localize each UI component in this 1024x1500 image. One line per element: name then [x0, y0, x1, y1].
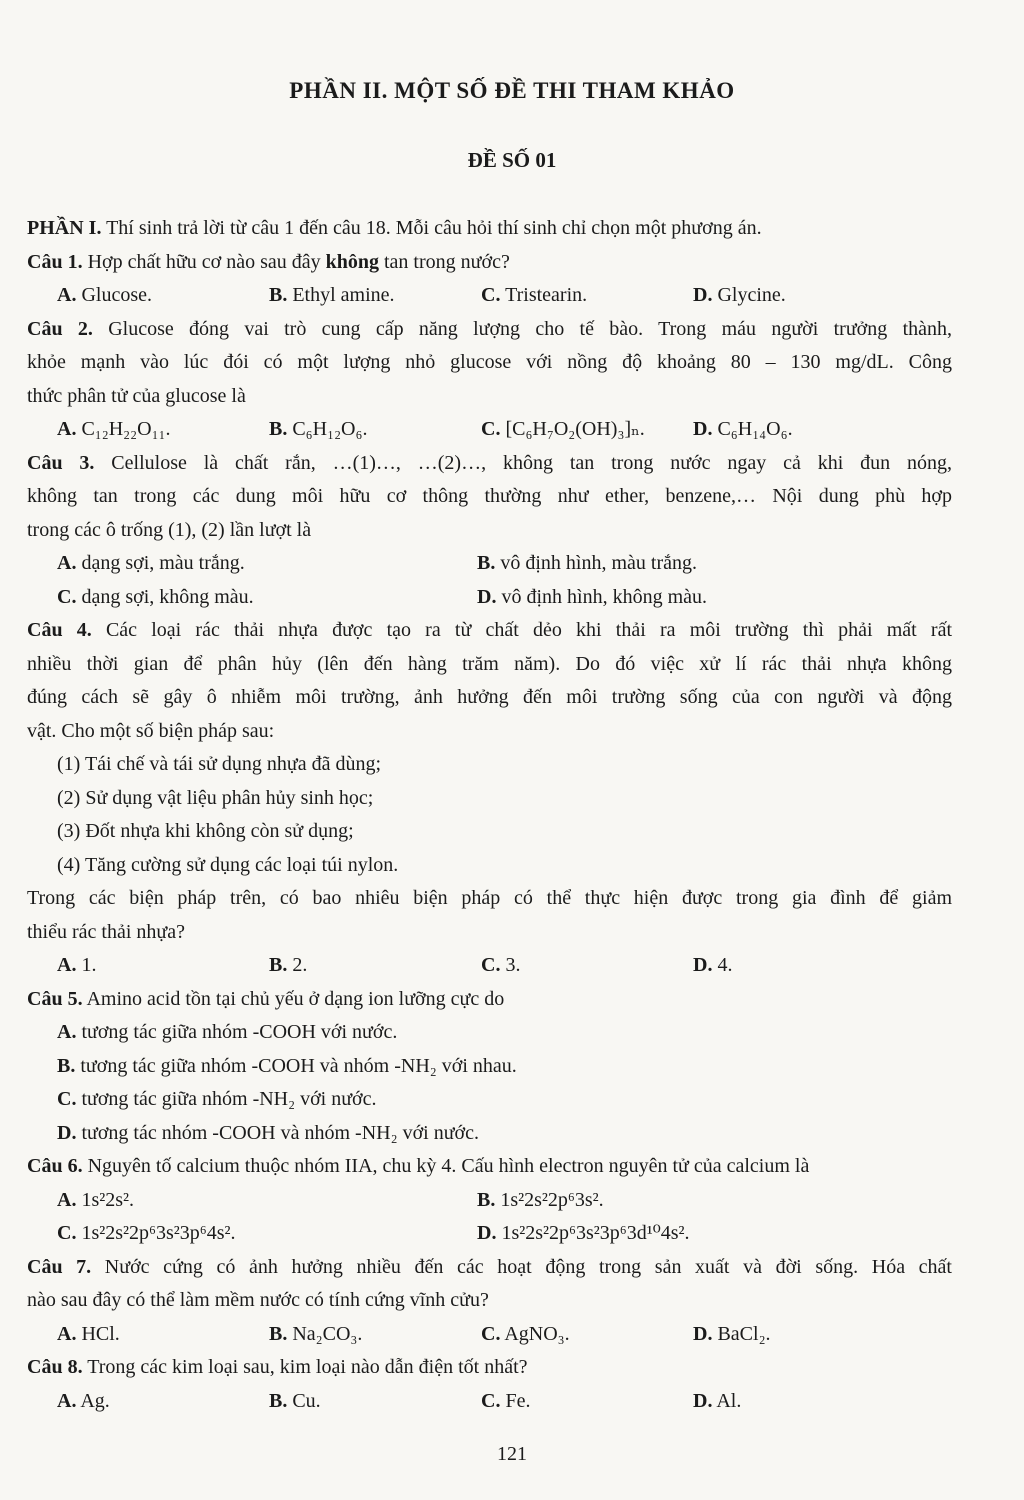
- option-text: Tristearin.: [500, 284, 588, 306]
- q6-options-row1: [27, 1184, 952, 1218]
- q2-option-b: [269, 413, 481, 447]
- intro-label: PHẦN I.: [27, 217, 102, 239]
- q4-option-b: [269, 949, 481, 983]
- option-letter: C.: [481, 418, 501, 440]
- q7-line2: nào sau đây có thể làm mềm nước có tính cứng vĩnh cửu?: [27, 1289, 489, 1311]
- q7-option-a: [57, 1318, 269, 1352]
- option-letter: C.: [481, 284, 501, 306]
- option-letter: B.: [269, 418, 288, 440]
- option-text: C₆H₁₄O₆.: [712, 418, 793, 440]
- q8-option-b: [269, 1385, 481, 1419]
- q4-item-2: (2) Sử dụng vật liệu phân hủy sinh học;: [57, 786, 374, 809]
- q1-option-a: [57, 279, 269, 313]
- option-letter: B.: [269, 1322, 288, 1345]
- q6-options-row2: [27, 1217, 952, 1251]
- option-letter: A.: [57, 954, 77, 976]
- q3-options-row2: [27, 581, 952, 615]
- q8-option-d: [693, 1385, 741, 1419]
- option-text: Glycine.: [712, 284, 786, 306]
- option-letter: D.: [693, 418, 713, 440]
- q5-option-d: [27, 1117, 952, 1151]
- q4-option-d: [693, 949, 732, 983]
- q5-text: Amino acid tồn tại chủ yếu ở dạng ion lưỡng cực do: [82, 987, 505, 1010]
- option-text: Na₂CO₃.: [287, 1322, 363, 1345]
- option-text: tương tác giữa nhóm -COOH với nước.: [76, 1021, 398, 1043]
- option-text: 1s²2s²2p⁶3s²3p⁶3d¹⁰4s².: [496, 1222, 690, 1244]
- option-letter: B.: [477, 552, 496, 574]
- q1-text-bold: không: [325, 250, 379, 273]
- option-letter: D.: [477, 585, 497, 608]
- q5-label: Câu 5.: [27, 987, 83, 1010]
- q4-item-1: (1) Tái chế và tái sử dụng nhựa đã dùng;: [57, 753, 382, 775]
- option-letter: D.: [693, 954, 713, 976]
- q7-option-b: [269, 1318, 481, 1352]
- option-letter: A.: [57, 1322, 77, 1345]
- q8-option-c: [481, 1385, 693, 1419]
- q2-line1: Glucose đóng vai trò cung cấp năng lượng cho tế bào. Trong máu người trưởng thành,: [92, 317, 953, 340]
- question-1: [27, 246, 952, 280]
- q6-option-c: [57, 1217, 477, 1251]
- q3-label: Câu 3.: [27, 451, 95, 474]
- q1-label: Câu 1.: [27, 250, 83, 273]
- option-text: 1.: [76, 954, 97, 976]
- option-letter: D.: [57, 1121, 77, 1144]
- option-text: tương tác giữa nhóm -COOH và nhóm -NH₂ với nhau.: [75, 1054, 517, 1077]
- q2-line2: khỏe mạnh vào lúc đói có một lượng nhỏ glucose với nồng độ khoảng 80 – 130 mg/dL. Công: [27, 351, 952, 373]
- exam-content: [27, 212, 952, 1418]
- option-letter: A.: [57, 418, 77, 440]
- option-letter: C.: [57, 585, 77, 608]
- option-text: AgNO₃.: [500, 1322, 570, 1345]
- exam-title: ĐỀ SỐ 01: [467, 148, 557, 172]
- q1-text-a: Hợp chất hữu cơ nào sau đây: [82, 250, 326, 273]
- q2-label: Câu 2.: [27, 317, 93, 340]
- q8-label: Câu 8.: [27, 1356, 83, 1378]
- q7-option-d: [693, 1318, 771, 1352]
- q3-option-a: [57, 547, 477, 581]
- intro-text: Thí sinh trả lời từ câu 1 đến câu 18. Mỗi câu hỏi thí sinh chỉ chọn một phương án.: [101, 217, 762, 239]
- question-4: [27, 614, 952, 648]
- q3-options-row1: [27, 547, 952, 581]
- option-text: dạng sợi, màu trắng.: [76, 552, 245, 574]
- option-text: Ethyl amine.: [287, 284, 395, 306]
- option-letter: B.: [269, 284, 288, 306]
- q1-text-b: tan trong nước?: [379, 250, 510, 273]
- option-text: 1s²2s²2p⁶3s²3p⁶4s².: [76, 1222, 236, 1244]
- option-text: HCl.: [76, 1322, 120, 1345]
- option-letter: D.: [693, 1322, 713, 1345]
- q6-option-a: [57, 1184, 477, 1218]
- option-text: 2.: [287, 954, 308, 976]
- option-letter: C.: [57, 1088, 77, 1110]
- question-3: [27, 447, 952, 481]
- q4-line6: thiểu rác thải nhựa?: [27, 920, 185, 943]
- q4-option-c: [481, 949, 693, 983]
- option-letter: B.: [57, 1054, 76, 1077]
- q4-line2: nhiều thời gian để phân hủy (lên đến hàng trăm năm). Do đó việc xử lí rác thải nhựa không: [27, 652, 952, 675]
- question-6: [27, 1150, 952, 1184]
- q5-option-b: [27, 1050, 952, 1084]
- q4-options: [27, 949, 952, 983]
- option-text: tương tác nhóm -COOH và nhóm -NH₂ với nước.: [76, 1121, 480, 1144]
- q8-option-a: [57, 1385, 269, 1419]
- q5-option-c: [27, 1083, 952, 1117]
- option-text: 3.: [500, 954, 521, 976]
- option-text: BaCl₂.: [712, 1322, 771, 1345]
- q8-text: Trong các kim loại sau, kim loại nào dẫn điện tốt nhất?: [82, 1356, 528, 1378]
- q4-label: Câu 4.: [27, 619, 92, 641]
- option-letter: A.: [57, 284, 77, 306]
- q3-line2: không tan trong các dung môi hữu cơ thông thường như ether, benzene,… Nội dung phù hợp: [27, 485, 952, 507]
- option-text: C₆H₁₂O₆.: [287, 418, 368, 440]
- option-text: 1s²2s²2p⁶3s².: [495, 1188, 604, 1211]
- q1-option-d: [693, 279, 786, 313]
- option-text: vô định hình, không màu.: [496, 585, 707, 608]
- option-text: Cu.: [287, 1389, 321, 1412]
- q7-label: Câu 7.: [27, 1255, 92, 1278]
- option-letter: A.: [57, 552, 77, 574]
- option-text: 1s²2s².: [76, 1188, 135, 1211]
- option-letter: C.: [481, 954, 501, 976]
- option-letter: C.: [481, 1322, 501, 1345]
- question-7: [27, 1251, 952, 1285]
- q3-option-d: [477, 581, 707, 615]
- option-letter: A.: [57, 1021, 77, 1043]
- option-letter: D.: [693, 284, 713, 306]
- q4-item-4: (4) Tăng cường sử dụng các loại túi nylon.: [57, 853, 399, 876]
- option-text: vô định hình, màu trắng.: [495, 552, 697, 574]
- q2-options: [27, 413, 952, 447]
- q3-option-c: [57, 581, 477, 615]
- q2-option-c: [481, 413, 693, 447]
- q7-option-c: [481, 1318, 693, 1352]
- q5-option-a: [27, 1016, 952, 1050]
- q3-line3: trong các ô trống (1), (2) lần lượt là: [27, 518, 312, 541]
- intro-line: [27, 212, 952, 246]
- q8-options: [27, 1385, 952, 1419]
- q4-line1: Các loại rác thải nhựa được tạo ra từ chất dẻo khi thải ra môi trường thì phải mất rất: [91, 619, 952, 641]
- q1-option-c: [481, 279, 693, 313]
- option-text: tương tác giữa nhóm -NH₂ với nước.: [76, 1088, 377, 1110]
- option-letter: A.: [57, 1389, 77, 1412]
- option-text: C₁₂H₂₂O₁₁.: [76, 418, 171, 440]
- option-letter: B.: [269, 1389, 288, 1412]
- q4-line5: Trong các biện pháp trên, có bao nhiêu biện pháp có thể thực hiện được trong gia đình để giảm: [27, 887, 952, 909]
- q4-item-3: (3) Đốt nhựa khi không còn sử dụng;: [57, 820, 354, 842]
- question-8: [27, 1351, 952, 1385]
- option-letter: C.: [57, 1222, 77, 1244]
- option-letter: B.: [477, 1188, 496, 1211]
- option-letter: A.: [57, 1188, 77, 1211]
- q2-option-a: [57, 413, 269, 447]
- option-letter: C.: [481, 1389, 501, 1412]
- q4-option-a: [57, 949, 269, 983]
- q6-option-d: [477, 1217, 690, 1251]
- q4-line3: đúng cách sẽ gây ô nhiễm môi trường, ảnh hưởng đến môi trường sống của con người và động: [27, 686, 952, 708]
- question-5: [27, 983, 952, 1017]
- q4-line4: vật. Cho một số biện pháp sau:: [27, 719, 275, 742]
- q3-line1: Cellulose là chất rắn, …(1)…, …(2)…, không tan trong nước ngay cả khi đun nóng,: [94, 451, 952, 474]
- option-text: dạng sợi, không màu.: [76, 585, 254, 608]
- q2-option-d: [693, 413, 793, 447]
- q1-options: [27, 279, 952, 313]
- q6-label: Câu 6.: [27, 1155, 83, 1177]
- page-number: 121: [497, 1443, 527, 1465]
- q3-option-b: [477, 547, 697, 581]
- question-2: [27, 313, 952, 347]
- q6-option-b: [477, 1184, 604, 1218]
- option-letter: B.: [269, 954, 288, 976]
- q7-line1: Nước cứng có ảnh hưởng nhiều đến các hoạt động trong sản xuất và đời sống. Hóa chất: [91, 1255, 952, 1278]
- option-text: Fe.: [500, 1389, 531, 1412]
- option-letter: D.: [477, 1222, 497, 1244]
- option-text: Al.: [712, 1389, 742, 1412]
- option-text: Ag.: [76, 1389, 110, 1412]
- option-text: [C₆H₇O₂(OH)₃]ₙ.: [500, 418, 645, 440]
- q2-line3: thức phân tử của glucose là: [27, 384, 246, 407]
- q1-option-b: [269, 279, 481, 313]
- option-letter: D.: [693, 1389, 713, 1412]
- q6-text: Nguyên tố calcium thuộc nhóm IIA, chu kỳ 4. Cấu hình electron nguyên tử của calcium là: [82, 1155, 810, 1177]
- option-text: Glucose.: [76, 284, 152, 306]
- option-text: 4.: [712, 954, 733, 976]
- part-title: PHẦN II. MỘT SỐ ĐỀ THI THAM KHẢO: [289, 78, 735, 103]
- q7-options: [27, 1318, 952, 1352]
